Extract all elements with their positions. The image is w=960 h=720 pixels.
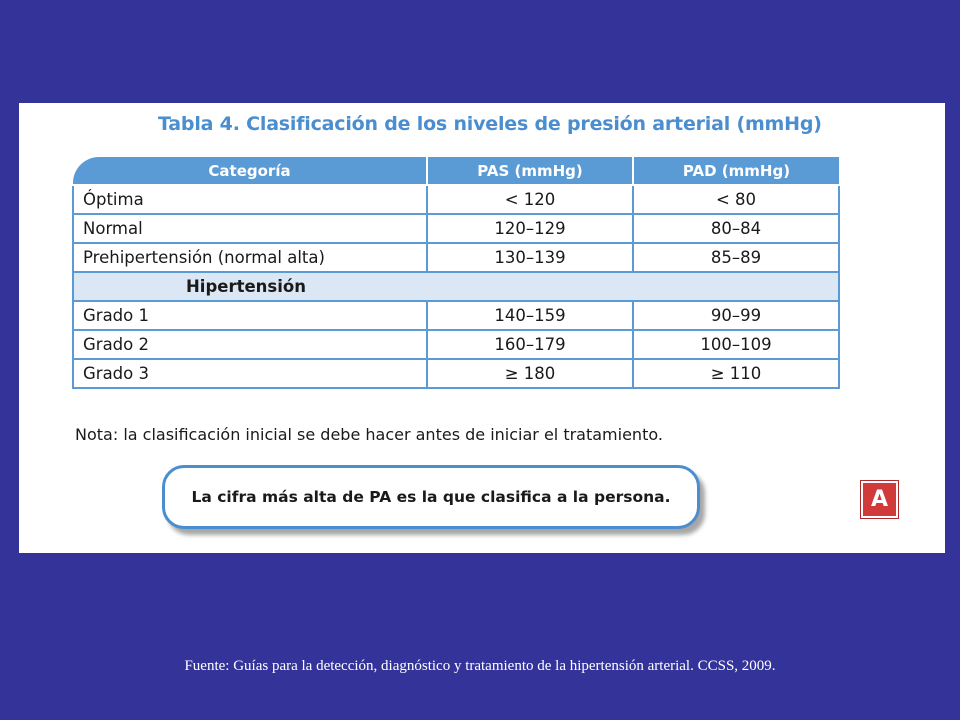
source-citation: Fuente: Guías para la detección, diagnóstico y tratamiento de la hipertensión arterial. CCSS, 2009. bbox=[184, 658, 776, 674]
table-row bbox=[73, 185, 839, 214]
section-row-hipertension bbox=[73, 272, 839, 301]
row-category: Grado 2 bbox=[73, 330, 427, 359]
row-pad: < 80 bbox=[633, 185, 839, 214]
row-pad: 80–84 bbox=[633, 214, 839, 243]
header-categoria: Categoría bbox=[73, 157, 427, 185]
row-category: Óptima bbox=[73, 185, 427, 214]
table-note: Nota: la clasificación inicial se debe hacer antes de iniciar el tratamiento. bbox=[75, 425, 663, 444]
row-category: Grado 3 bbox=[73, 359, 427, 388]
header-pas: PAS (mmHg) bbox=[427, 157, 633, 185]
row-category: Prehipertensión (normal alta) bbox=[73, 243, 427, 272]
evidence-badge: A bbox=[861, 481, 898, 518]
row-pas: ≥ 180 bbox=[427, 359, 633, 388]
row-pas: 160–179 bbox=[427, 330, 633, 359]
table-row bbox=[73, 301, 839, 330]
row-pas: < 120 bbox=[427, 185, 633, 214]
row-pad: ≥ 110 bbox=[633, 359, 839, 388]
callout-text: La cifra más alta de PA es la que clasifica a la persona. bbox=[191, 488, 671, 506]
row-category: Grado 1 bbox=[73, 301, 427, 330]
table-row bbox=[73, 330, 839, 359]
row-category: Normal bbox=[73, 214, 427, 243]
blood-pressure-table bbox=[72, 157, 840, 389]
content-panel bbox=[19, 103, 945, 553]
row-pad: 85–89 bbox=[633, 243, 839, 272]
header-pad: PAD (mmHg) bbox=[633, 157, 839, 185]
table-header-row bbox=[73, 157, 839, 185]
table-row bbox=[73, 214, 839, 243]
row-pas: 130–139 bbox=[427, 243, 633, 272]
row-pad: 90–99 bbox=[633, 301, 839, 330]
table-title: Tabla 4. Clasificación de los niveles de presión arterial (mmHg) bbox=[158, 113, 822, 135]
row-pas: 140–159 bbox=[427, 301, 633, 330]
row-pas: 120–129 bbox=[427, 214, 633, 243]
section-label: Hipertensión bbox=[73, 272, 839, 301]
callout-box bbox=[162, 465, 700, 529]
row-pad: 100–109 bbox=[633, 330, 839, 359]
table-row bbox=[73, 243, 839, 272]
table-row bbox=[73, 359, 839, 388]
